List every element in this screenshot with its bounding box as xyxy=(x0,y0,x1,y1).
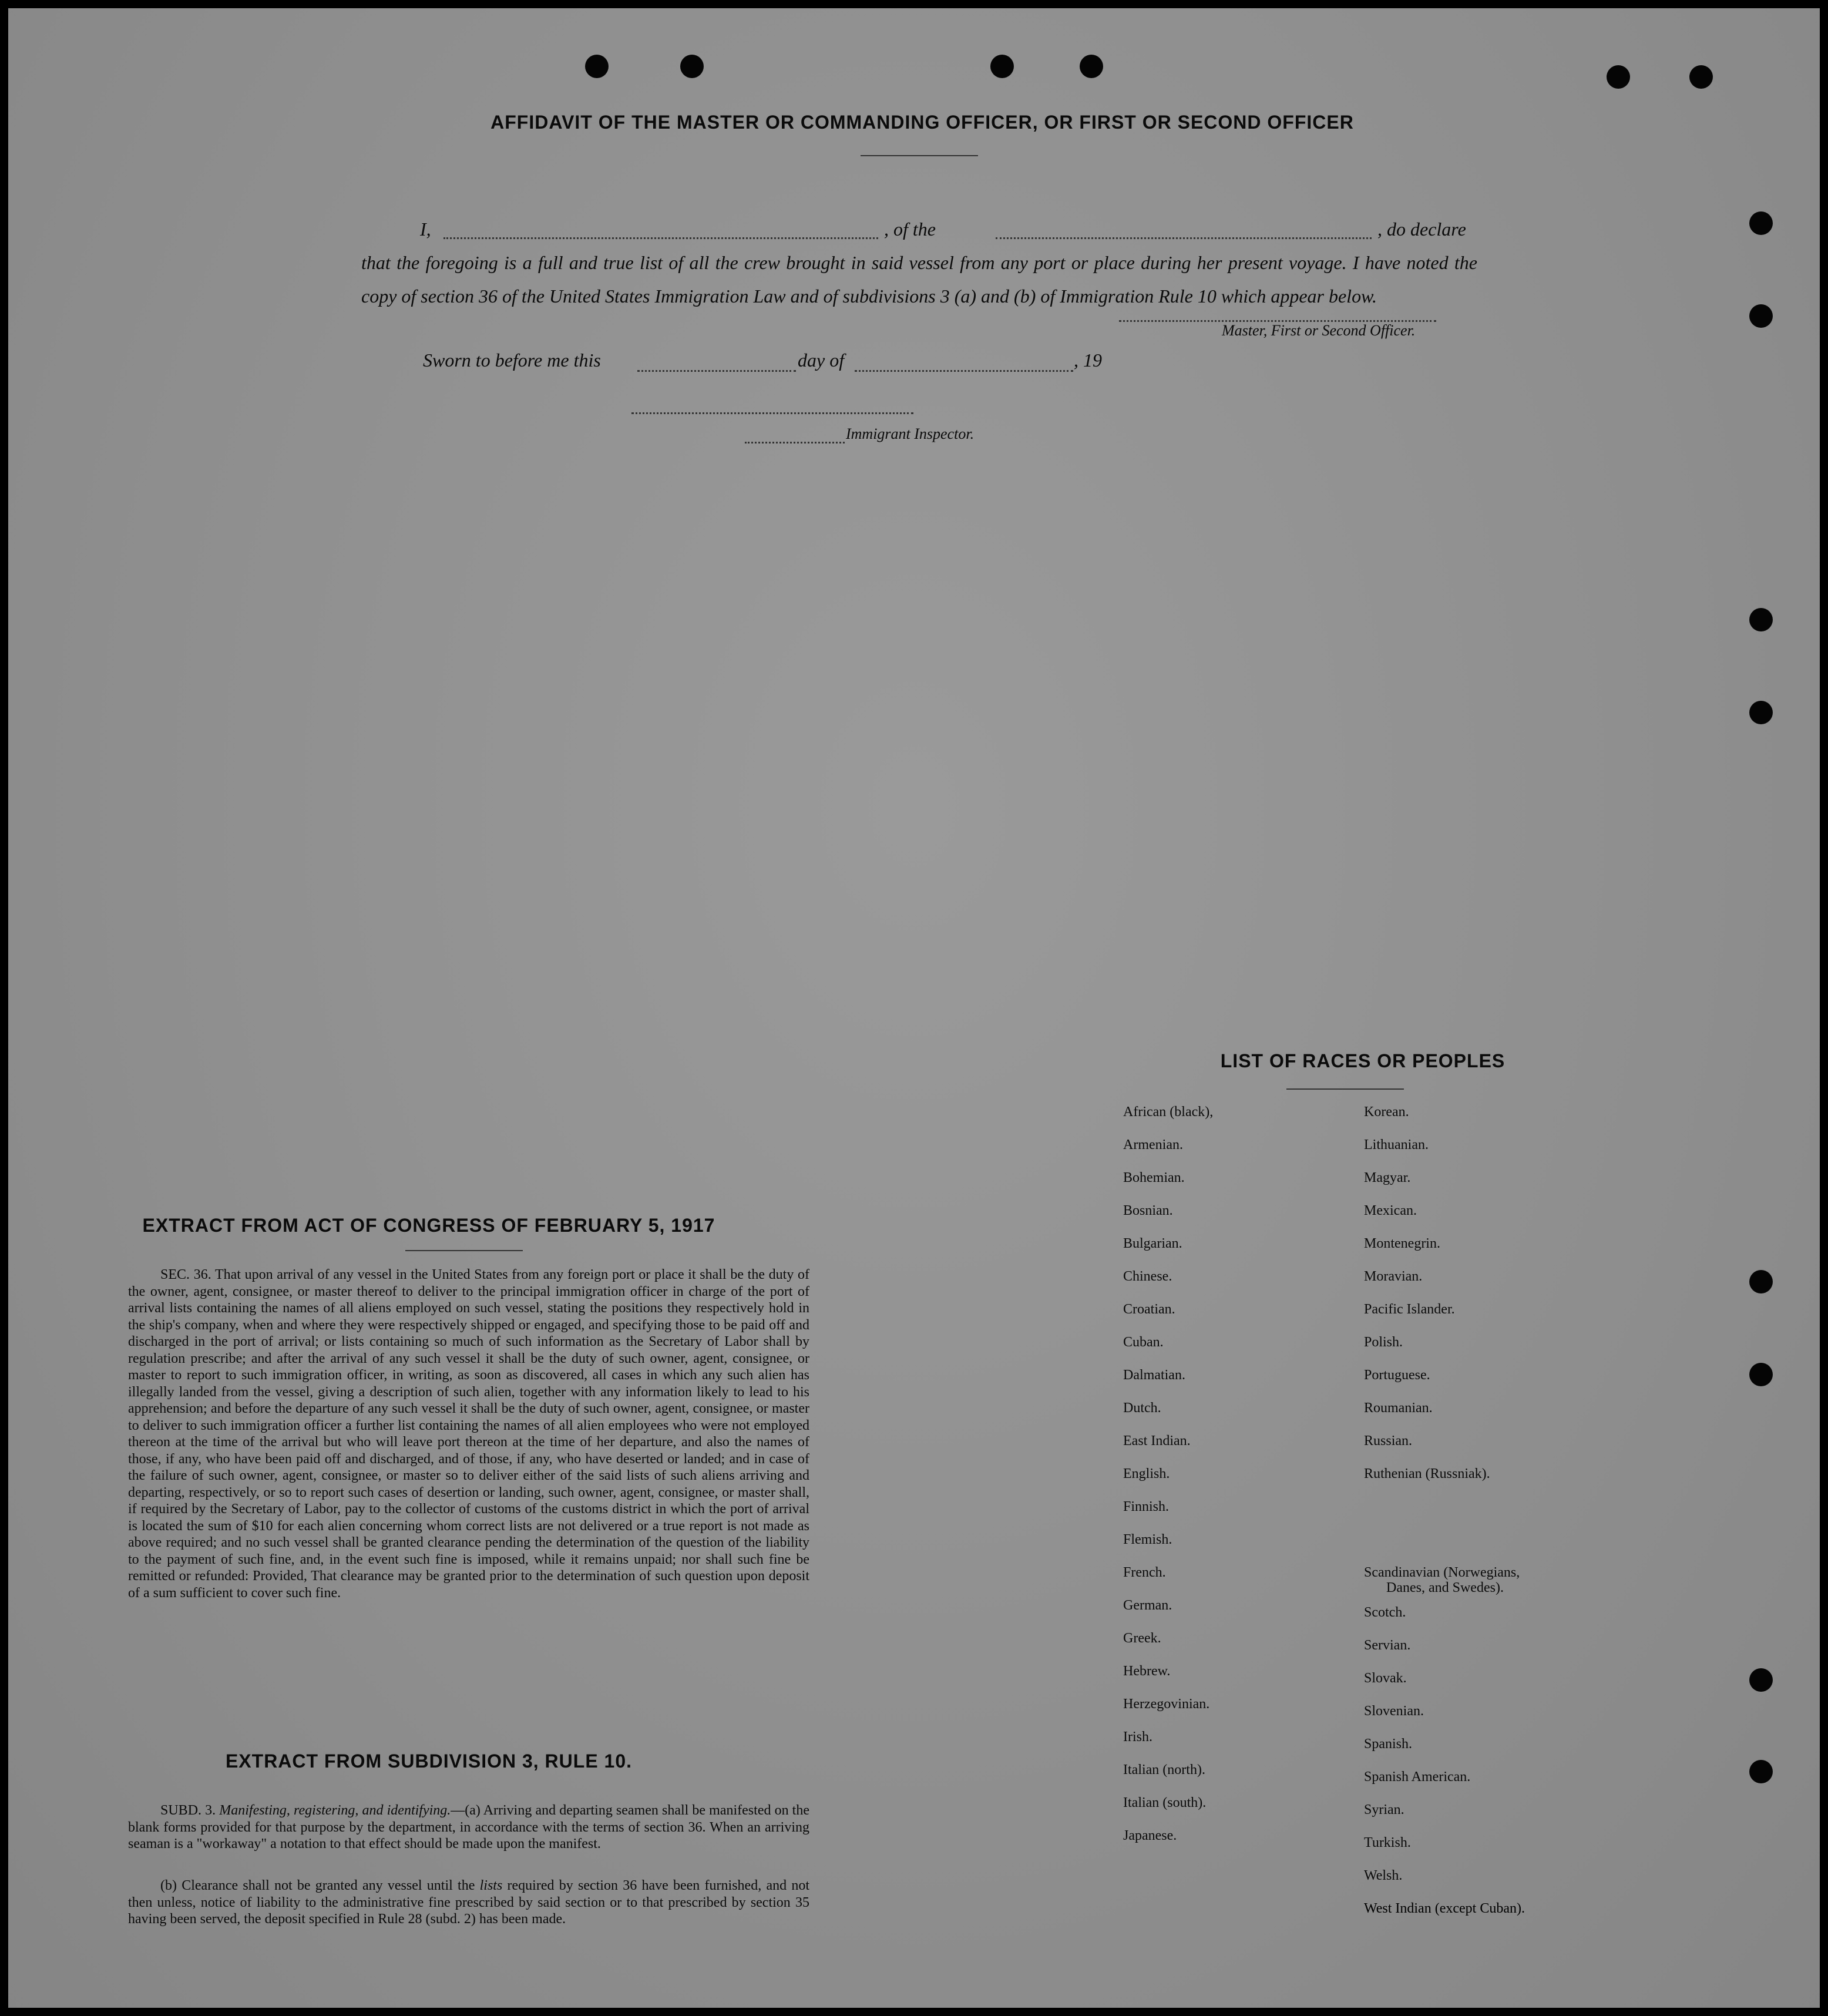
race-item: African (black), xyxy=(1123,1104,1214,1120)
race-item: German. xyxy=(1123,1598,1172,1613)
race-item: English. xyxy=(1123,1466,1170,1481)
punch-hole-right-5 xyxy=(1749,1270,1773,1293)
punch-hole-right-2 xyxy=(1749,304,1773,328)
race-item: Chinese. xyxy=(1123,1269,1172,1284)
race-item: Cuban. xyxy=(1123,1335,1164,1350)
race-item: Magyar. xyxy=(1364,1170,1411,1185)
race-item: West Indian (except Cuban). xyxy=(1364,1901,1525,1916)
race-item: Polish. xyxy=(1364,1335,1403,1350)
act-heading-rule xyxy=(405,1250,523,1251)
subd-b-text-2: required by section 36 have been furnished, and not then unless, notice of liability to the administrative fine prescribed by said section or to that prescribed by section 35 having been served, the deposit specified in Rule 28 (subd. 2) has been made. xyxy=(128,1878,810,1927)
year-prefix: , 19 xyxy=(1074,350,1102,371)
vessel-name-field[interactable] xyxy=(996,237,1372,239)
race-item: Korean. xyxy=(1364,1104,1409,1120)
punch-hole-top-2 xyxy=(680,55,704,78)
race-item: Italian (south). xyxy=(1123,1795,1207,1810)
race-item: Portuguese. xyxy=(1364,1367,1430,1383)
race-item: Pacific Islander. xyxy=(1364,1302,1455,1317)
affidavit-text: that the foregoing is a full and true list of all the crew brought in said vessel from any port or place during her present voyage. I have noted the copy of section 36 of the United States Immigration Law and of subdivisions 3 (a) and (b) of Immigration Rule 10 which appear below. xyxy=(361,252,1477,307)
race-item: Finnish. xyxy=(1123,1499,1170,1514)
race-item: Flemish. xyxy=(1123,1532,1172,1547)
punch-hole-right-6 xyxy=(1749,1363,1773,1386)
punch-hole-right-8 xyxy=(1749,1760,1773,1783)
race-item: Dutch. xyxy=(1123,1400,1161,1416)
sworn-label: Sworn to before me this xyxy=(423,350,601,371)
race-item: Bulgarian. xyxy=(1123,1236,1182,1251)
race-item: Scandinavian (Norwegians, xyxy=(1364,1565,1520,1580)
races-heading-rule xyxy=(1286,1088,1404,1090)
race-item: Servian. xyxy=(1364,1638,1411,1653)
race-item: Montenegrin. xyxy=(1364,1236,1440,1251)
race-item: Danes, and Swedes). xyxy=(1386,1580,1504,1595)
race-item: Bosnian. xyxy=(1123,1203,1173,1218)
day-of-label: day of xyxy=(798,350,845,371)
rule-subd-3-text xyxy=(128,1802,809,1853)
race-item: Turkish. xyxy=(1364,1835,1411,1850)
affidavit-heading: AFFIDAVIT OF THE MASTER OR COMMANDING OFFICER, OR FIRST OR SECOND OFFICER xyxy=(490,112,1354,133)
race-item: Syrian. xyxy=(1364,1802,1404,1817)
punch-hole-right-1 xyxy=(1749,211,1773,235)
race-item: Russian. xyxy=(1364,1433,1413,1449)
race-item: Herzegovinian. xyxy=(1123,1696,1210,1712)
race-item: Italian (north). xyxy=(1123,1762,1205,1778)
subd-a-text: —(a) Arriving and departing seamen shall be manifested on the blank forms provided for that purpose by the department, in accordance with the terms of section 36. When an arriving seaman is a "workaway" a notation to that effect should be made upon the manifest. xyxy=(128,1803,809,1852)
race-item: Ruthenian (Russniak). xyxy=(1364,1466,1490,1481)
race-item: Hebrew. xyxy=(1123,1664,1171,1679)
punch-hole-right-7 xyxy=(1749,1668,1773,1692)
act-heading: EXTRACT FROM ACT OF CONGRESS OF FEBRUARY 5, 1917 xyxy=(142,1215,715,1236)
race-item: French. xyxy=(1123,1565,1166,1580)
race-item: Bohemian. xyxy=(1123,1170,1185,1185)
race-item: East Indian. xyxy=(1123,1433,1191,1449)
race-item: Croatian. xyxy=(1123,1302,1175,1317)
declarant-pronoun: I, xyxy=(420,219,431,240)
subd-b-text-1: (b) Clearance shall not be granted any vessel until the xyxy=(160,1878,480,1893)
of-the-label: , of the xyxy=(884,219,936,240)
punch-hole-right-4 xyxy=(1749,701,1773,724)
sworn-month-field[interactable] xyxy=(855,370,1073,372)
race-item: Spanish. xyxy=(1364,1736,1413,1752)
punch-hole-top-3 xyxy=(990,55,1014,78)
race-item: Armenian. xyxy=(1123,1137,1183,1153)
race-item: Lithuanian. xyxy=(1364,1137,1429,1153)
subd-label: SUBD. 3. xyxy=(160,1803,216,1818)
do-declare-label: , do declare xyxy=(1377,219,1466,240)
race-item: Scotch. xyxy=(1364,1605,1406,1620)
race-item: Welsh. xyxy=(1364,1868,1403,1883)
race-item: Moravian. xyxy=(1364,1269,1423,1284)
race-item: Greek. xyxy=(1123,1631,1161,1646)
inspector-caption: Immigrant Inspector. xyxy=(846,425,975,442)
punch-hole-top-6 xyxy=(1689,65,1713,89)
act-section-36-text: SEC. 36. That upon arrival of any vessel in the United States from any foreign port or place it shall be the duty of the owner, agent, consignee, or master thereof to deliver to the principal immigration officer in charge of the port of arrival lists containing the names of all aliens employed on such vessel, stating the positions they respectively hold in the ship's company, when and where they were respectively shipped or engaged, and specifying those to be paid off and discharged in the port of arrival; or lists containing so much of such information as the Secretary of Labor shall by regulation prescribe; and after the arrival of any such vessel it shall be the duty of such owner, agent, consignee, or master to report to such immigration officer, in writing, as soon as discovered, all cases in which any such alien has illegally landed from the vessel, giving a description of such alien, together with any information likely to lead to his apprehension; and before the departure of any such vessel it shall be the duty of such owner, agent, consignee, or master to deliver to such immigration officer a further list containing the names of all alien employees who were not employed thereon at the time of the arrival but who will leave port thereon at the time of her departure, and also the names of those, if any, who have been paid off and discharged, and of those, if any, who have deserted or landed; and in case of the failure of such owner, agent, consignee, or master so to deliver either of the said lists of such aliens arriving and departing, respectively, or so to report such cases of desertion or landing, such owner, agent, consignee, or master shall, if required by the Secretary of Labor, pay to the collector of customs of the customs district in which the port of arrival is located the sum of $10 for each alien concerning whom correct lists are not delivered or a true report is not made as above required; and no such vessel shall be granted clearance pending the determination of the question of the liability to the payment of such fine, and, in the event such fine is imposed, while it remains unpaid; nor shall such fine be remitted or refunded: Provided, That clearance may be granted prior to the determination of such question upon deposit of a sum sufficient to cover such fine. xyxy=(128,1267,809,1601)
race-item: Dalmatian. xyxy=(1123,1367,1185,1383)
punch-hole-top-5 xyxy=(1607,65,1630,89)
subd-b-lists: lists xyxy=(479,1878,503,1893)
rule-heading: EXTRACT FROM SUBDIVISION 3, RULE 10. xyxy=(225,1750,633,1772)
affidavit-heading-rule xyxy=(861,155,978,156)
inspector-signature-line-lead xyxy=(745,442,845,443)
race-item: Mexican. xyxy=(1364,1203,1417,1218)
punch-hole-right-3 xyxy=(1749,608,1773,631)
race-item: Spanish American. xyxy=(1364,1769,1471,1785)
subd-heading: Manifesting, registering, and identifying. xyxy=(219,1803,451,1818)
sworn-day-field[interactable] xyxy=(637,370,796,372)
master-signature-caption: Master, First or Second Officer. xyxy=(1222,322,1416,339)
declarant-name-field[interactable] xyxy=(443,237,878,239)
race-item: Slovenian. xyxy=(1364,1703,1424,1719)
inspector-signature-line[interactable] xyxy=(631,412,913,414)
race-item: Japanese. xyxy=(1123,1828,1177,1843)
races-heading: LIST OF RACES OR PEOPLES xyxy=(1220,1050,1506,1071)
race-item: Irish. xyxy=(1123,1729,1152,1745)
punch-hole-top-1 xyxy=(585,55,609,78)
rule-subd-b-text xyxy=(128,1877,809,1928)
race-item: Roumanian. xyxy=(1364,1400,1433,1416)
punch-hole-top-4 xyxy=(1080,55,1103,78)
affidavit-statement xyxy=(361,213,1477,313)
race-item: Slovak. xyxy=(1364,1671,1407,1686)
